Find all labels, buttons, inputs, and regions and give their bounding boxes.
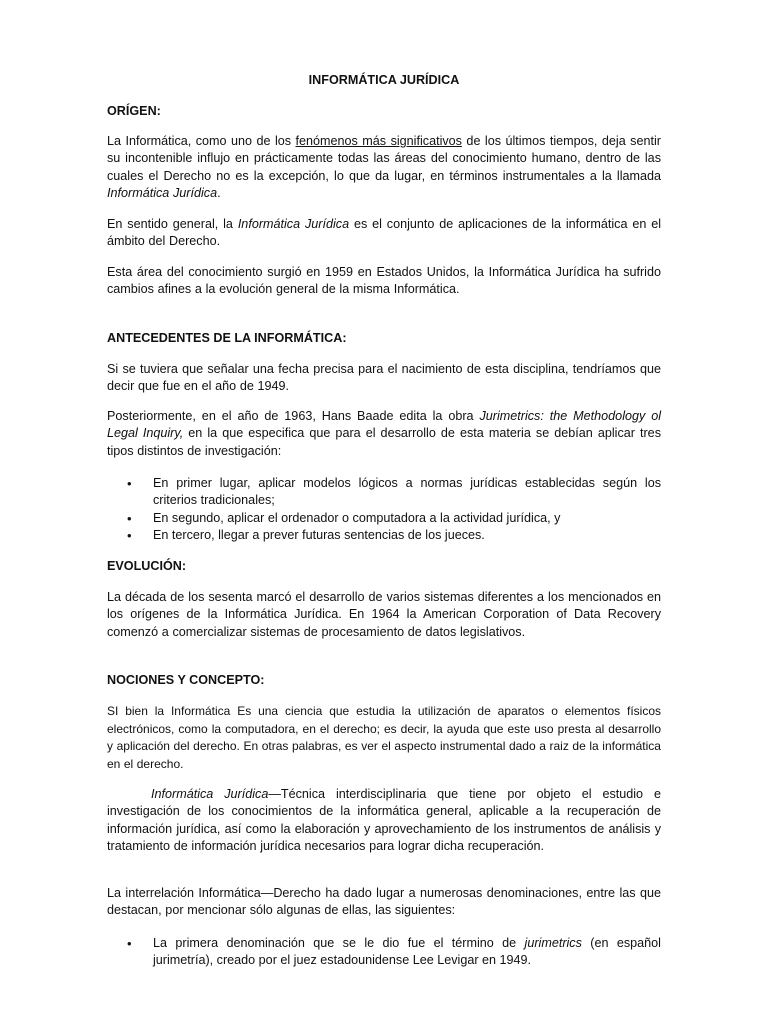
list-item-text: En tercero, llegar a prever futuras sentencias de los jueces. xyxy=(153,528,485,543)
bullet-icon: • xyxy=(127,510,132,526)
nociones-paragraph-3: La interrelación Informática—Derecho ha dado lugar a numerosas denominaciones, entre las que destacan, por mencionar sólo algunas de ellas, las siguientes: xyxy=(107,886,661,918)
antecedentes-paragraph-2 xyxy=(107,408,661,460)
italic-title: Jurimetrics: the Methodology ol Legal Inquiry, xyxy=(107,409,662,441)
origen-paragraph-2 xyxy=(107,216,661,251)
nociones-paragraph-1: SI bien la Informática Es una ciencia que estudia la utilización de aparatos o elementos físicos electrónicos, como la computadora, en el derecho; es decir, la ayuda que este uso presta al desarrollo y aplicación del derecho. En otras palabras, es ver el aspecto instrumental dado a raiz de la informática en el derecho. xyxy=(107,704,661,771)
text-run: . xyxy=(217,186,221,201)
bullet-icon: • xyxy=(127,528,132,544)
bullet-icon: • xyxy=(127,936,132,951)
text-run: de los últimos tiempos, deja sentir su incontenible influjo en prácticamente todas las áreas del conocimiento humano, dentro de las cuales el Derecho no es la excepción, lo que da lugar, en términos instrumentales a la llamada xyxy=(107,134,661,183)
text-run: En sentido general, la xyxy=(107,217,238,231)
heading-nociones: NOCIONES Y CONCEPTO: xyxy=(107,673,265,687)
antecedentes-bullet-list xyxy=(107,475,661,545)
list-item-text: En segundo, aplicar el ordenador o computadora a la actividad jurídica, y xyxy=(153,510,561,525)
italic-term: Informática Jurídica xyxy=(237,217,350,231)
document-title: INFORMÁTICA JURÍDICA xyxy=(308,73,460,87)
nociones-paragraph-2 xyxy=(107,786,661,856)
list-item-text: En primer lugar, aplicar modelos lógicos a normas jurídicas establecidas según los criterios tradicionales; xyxy=(153,476,661,508)
underlined-phrase: fenómenos más significativos xyxy=(295,134,462,148)
heading-evolucion: EVOLUCIÓN: xyxy=(107,559,187,573)
italic-term: Informática Jurídica xyxy=(151,787,269,801)
text-run: La primera denominación que se le dio fue el término de xyxy=(153,936,525,950)
heading-antecedentes: ANTECEDENTES DE LA INFORMÁTICA: xyxy=(107,331,347,345)
list-item xyxy=(107,475,661,510)
origen-paragraph-3: Esta área del conocimiento surgió en 1959 en Estados Unidos, la Informática Jurídica ha sufrido cambios afines a la evolución general de la misma Informática. xyxy=(107,265,661,297)
list-item xyxy=(107,510,661,527)
text-run: La Informática, como uno de los xyxy=(107,134,296,148)
heading-origen: ORÍGEN: xyxy=(107,104,161,118)
origen-paragraph-1 xyxy=(107,133,661,203)
text-run: (en español jurimetría), creado por el juez estadounidense Lee Levigar en 1949. xyxy=(153,936,661,968)
list-item xyxy=(107,527,661,544)
text-run: —Técnica interdisciplinaria que tiene por objeto el estudio e investigación de los conocimientos de la informática general, aplicable a la recuperación de información jurídica, así como la elaboración y aprovechamiento de los instrumentos de análisis y tratamiento de información jurídica necesarios para lograr dicha recuperación. xyxy=(107,787,661,854)
nociones-bullet-list xyxy=(107,935,661,970)
evolucion-paragraph-1: La década de los sesenta marcó el desarrollo de varios sistemas diferentes a los mencionados en los orígenes de la Informática Jurídica. En 1964 la American Corporation of Data Recovery comenzó a comercializar sistemas de procesamiento de datos legislativos. xyxy=(107,590,661,639)
text-run: Posteriormente, en el año de 1963, Hans Baade edita la obra xyxy=(107,409,480,423)
list-item xyxy=(107,935,661,970)
text-run: es el conjunto de aplicaciones de la informática en el ámbito del Derecho. xyxy=(107,217,662,249)
bullet-icon: • xyxy=(127,476,132,491)
antecedentes-paragraph-1: Si se tuviera que señalar una fecha precisa para el nacimiento de esta disciplina, tendríamos que decir que fue en el año de 1949. xyxy=(107,362,661,394)
italic-term: jurimetrics xyxy=(524,936,582,950)
italic-term: Informática Jurídica xyxy=(107,186,218,201)
text-run: en la que especifica que para el desarrollo de esta materia se debían aplicar tres tipos distintos de investigación: xyxy=(107,426,661,458)
